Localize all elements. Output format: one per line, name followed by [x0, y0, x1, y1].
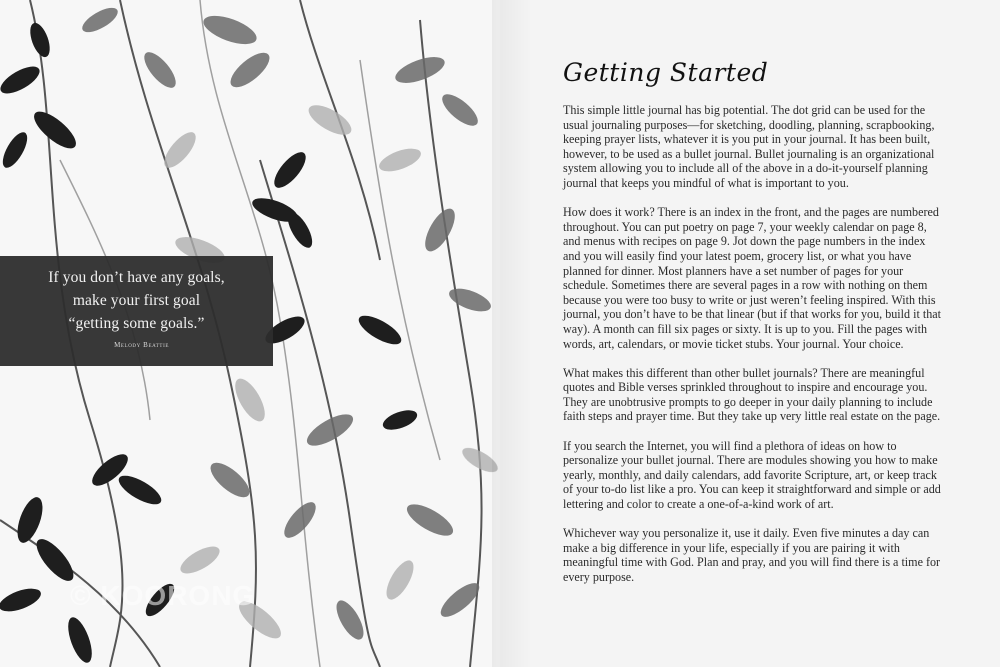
quote-text: [0, 266, 273, 335]
page-title: Getting Started: [563, 58, 769, 87]
gutter-shadow: [492, 0, 532, 667]
paragraph: Whichever way you personalize it, use it daily. Even five minutes a day can make a big difference in your life, especially if you are pairing it with meaningful time with God. Plan and pray, and you will find there is a time for every purpose.: [563, 526, 941, 584]
body-text: [563, 103, 943, 599]
quote-box: [0, 256, 273, 366]
paragraph: How does it work? There is an index in the front, and the pages are numbered throughout. You can put poetry on page 7, your weekly calendar on page 8, and menus with recipes on page 9. Jot down the page numbers in the index and you will easily find your latest poem, grocery list, or what you have planned for dinner. Most planners have a set number of pages for your schedule. Sometimes there are several pages in a row with nothing on them because you were too busy to write or just weren’t feeling inspired. With this journal, you don’t have to be that linear (but if that works for you, build it that way). A month can fill six pages or sixty. It is up to you. Fill the pages with words, art, calendars, or movie ticket stubs. Your journal. Your choice.: [563, 205, 941, 351]
quote-author: Melody Beattie: [114, 341, 169, 349]
paragraph: This simple little journal has big potential. The dot grid can be used for the usual journaling purposes—for sketching, doodling, planning, scrapbooking, keeping prayer lists, whatever it is you put in your journal. It has been built, however, to be used as a bullet journal. Bullet journaling is an organizational system allowing you to include all of the above in a do-it-yourself planning journal that keeps you mindful of what is important to you.: [563, 103, 935, 190]
paragraph: If you search the Internet, you will find a plethora of ideas on how to personalize your bullet journal. There are modules showing you how to make yearly, monthly, and daily calendars, add favorite Scripture, art, or keep track of your to-do list like a pro. You can keep it straightforward and simple or add lettering and color to create a one-of-a-kind work of art.: [563, 438, 941, 512]
quote-line: make your first goal: [72, 292, 201, 309]
watermark: © KOORONG: [70, 580, 256, 611]
quote-line: If you don’t have any goals,: [48, 269, 225, 286]
paragraph: What makes this different than other bullet journals? There are meaningful quotes and Bible verses sprinkled throughout to inspire and encourage you. They are unobtrusive prompts to go deeper in your daily planning to include faith steps and prayer time. But they take up very little real estate on the page.: [563, 365, 941, 424]
quote-line: “getting some goals.”: [68, 315, 205, 332]
